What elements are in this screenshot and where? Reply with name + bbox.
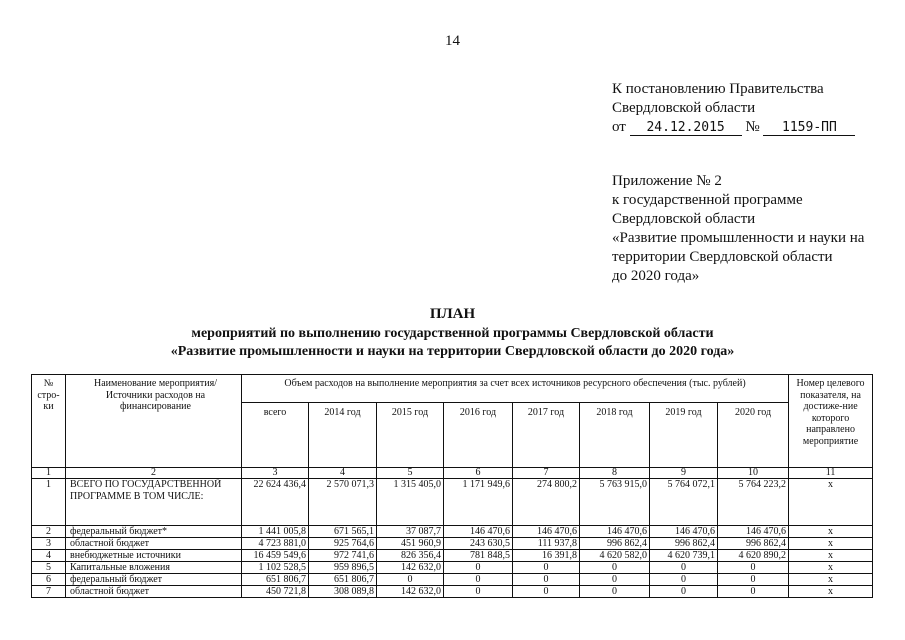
row-value: 0 bbox=[444, 574, 513, 586]
row-value: 0 bbox=[377, 574, 444, 586]
column-number: 8 bbox=[580, 468, 650, 479]
row-value: 16 459 549,6 bbox=[242, 550, 309, 562]
appendix-line-1: Приложение № 2 bbox=[612, 173, 722, 189]
column-number: 3 bbox=[242, 468, 309, 479]
row-value: 5 764 223,2 bbox=[718, 479, 789, 526]
appendix-line-5: территории Свердловской области bbox=[612, 249, 833, 265]
row-value: 4 620 582,0 bbox=[580, 550, 650, 562]
document-subtitle-2: «Развитие промышленности и науки на территории Свердловской области до 2020 года» bbox=[170, 344, 735, 359]
row-value: 0 bbox=[718, 586, 789, 598]
header-year-2015: 2015 год bbox=[377, 403, 444, 468]
row-value: 925 764,6 bbox=[309, 538, 377, 550]
row-value: 4 620 890,2 bbox=[718, 550, 789, 562]
header-year-2017: 2017 год bbox=[513, 403, 580, 468]
row-value: 243 630,5 bbox=[444, 538, 513, 550]
appendix-line-6: до 2020 года» bbox=[612, 268, 700, 284]
row-value: 146 470,6 bbox=[650, 526, 718, 538]
row-value: 0 bbox=[650, 586, 718, 598]
row-value: 0 bbox=[444, 562, 513, 574]
row-value: 1 171 949,6 bbox=[444, 479, 513, 526]
row-value: 0 bbox=[580, 574, 650, 586]
row-value: 972 741,6 bbox=[309, 550, 377, 562]
row-value: 0 bbox=[513, 586, 580, 598]
column-number: 5 bbox=[377, 468, 444, 479]
header-volume: Объем расходов на выполнение мероприятия за счет всех источников ресурсного обеспечения (тыс. рублей) bbox=[242, 375, 789, 403]
table-row bbox=[32, 562, 873, 574]
row-name: областной бюджет bbox=[66, 538, 242, 550]
row-value: 1 102 528,5 bbox=[242, 562, 309, 574]
row-target: x bbox=[789, 538, 873, 550]
decree-date: 24.12.2015 bbox=[630, 120, 742, 136]
row-number: 4 bbox=[32, 550, 66, 562]
decree-line-1: К постановлению Правительства bbox=[612, 81, 824, 97]
row-value: 671 565,1 bbox=[309, 526, 377, 538]
decree-line-2: Свердловской области bbox=[612, 100, 756, 116]
row-number: 6 bbox=[32, 574, 66, 586]
plan-table-body bbox=[32, 479, 873, 598]
row-number: 5 bbox=[32, 562, 66, 574]
row-value: 1 315 405,0 bbox=[377, 479, 444, 526]
row-target: x bbox=[789, 526, 873, 538]
table-row bbox=[32, 574, 873, 586]
row-value: 2 570 071,3 bbox=[309, 479, 377, 526]
row-value: 146 470,6 bbox=[580, 526, 650, 538]
appendix-line-3: Свердловской области bbox=[612, 211, 756, 227]
row-value: 4 620 739,1 bbox=[650, 550, 718, 562]
row-value: 0 bbox=[580, 562, 650, 574]
row-name: федеральный бюджет* bbox=[66, 526, 242, 538]
appendix-line-4: «Развитие промышленности и науки на bbox=[612, 230, 865, 246]
plan-table bbox=[31, 374, 873, 598]
row-name: Капитальные вложения bbox=[66, 562, 242, 574]
row-value: 0 bbox=[650, 562, 718, 574]
row-name: ВСЕГО ПО ГОСУДАРСТВЕННОЙ ПРОГРАММЕ В ТОМ ЧИСЛЕ: bbox=[66, 479, 242, 526]
row-value: 5 763 915,0 bbox=[580, 479, 650, 526]
row-value: 1 441 005,8 bbox=[242, 526, 309, 538]
row-target: x bbox=[789, 574, 873, 586]
row-value: 4 723 881,0 bbox=[242, 538, 309, 550]
column-number: 2 bbox=[66, 468, 242, 479]
row-number: 7 bbox=[32, 586, 66, 598]
column-number: 10 bbox=[718, 468, 789, 479]
row-target: x bbox=[789, 562, 873, 574]
row-value: 0 bbox=[718, 562, 789, 574]
row-name: внебюджетные источники bbox=[66, 550, 242, 562]
row-number: 3 bbox=[32, 538, 66, 550]
row-value: 996 862,4 bbox=[580, 538, 650, 550]
row-name: федеральный бюджет bbox=[66, 574, 242, 586]
column-number: 4 bbox=[309, 468, 377, 479]
decree-number-label: № bbox=[745, 119, 760, 135]
column-number: 7 bbox=[513, 468, 580, 479]
row-value: 826 356,4 bbox=[377, 550, 444, 562]
row-number: 2 bbox=[32, 526, 66, 538]
header-name: Наименование мероприятия/ Источники расходов на финансирование bbox=[66, 375, 242, 468]
row-value: 651 806,7 bbox=[309, 574, 377, 586]
row-value: 0 bbox=[718, 574, 789, 586]
header-year-2016: 2016 год bbox=[444, 403, 513, 468]
row-value: 450 721,8 bbox=[242, 586, 309, 598]
row-value: 142 632,0 bbox=[377, 562, 444, 574]
row-value: 0 bbox=[580, 586, 650, 598]
column-number: 1 bbox=[32, 468, 66, 479]
table-row bbox=[32, 479, 873, 526]
row-value: 651 806,7 bbox=[242, 574, 309, 586]
header-year-2020: 2020 год bbox=[718, 403, 789, 468]
header-year-total: всего bbox=[242, 403, 309, 468]
row-value: 37 087,7 bbox=[377, 526, 444, 538]
row-value: 146 470,6 bbox=[718, 526, 789, 538]
row-value: 16 391,8 bbox=[513, 550, 580, 562]
table-row bbox=[32, 538, 873, 550]
page-number: 14 bbox=[445, 33, 460, 49]
row-target: x bbox=[789, 586, 873, 598]
row-value: 0 bbox=[513, 562, 580, 574]
column-number: 6 bbox=[444, 468, 513, 479]
document-title: ПЛАН bbox=[429, 306, 476, 322]
row-value: 146 470,6 bbox=[444, 526, 513, 538]
row-target: x bbox=[789, 479, 873, 526]
row-value: 0 bbox=[650, 574, 718, 586]
column-number: 11 bbox=[789, 468, 873, 479]
row-value: 142 632,0 bbox=[377, 586, 444, 598]
column-number: 9 bbox=[650, 468, 718, 479]
row-value: 959 896,5 bbox=[309, 562, 377, 574]
column-numbers-row bbox=[32, 468, 873, 479]
header-year-2014: 2014 год bbox=[309, 403, 377, 468]
row-value: 111 937,8 bbox=[513, 538, 580, 550]
table-row bbox=[32, 550, 873, 562]
decree-date-number-line bbox=[612, 118, 855, 137]
decree-block bbox=[612, 80, 855, 137]
row-name: областной бюджет bbox=[66, 586, 242, 598]
row-value: 308 089,8 bbox=[309, 586, 377, 598]
header-year-2018: 2018 год bbox=[580, 403, 650, 468]
decree-number: 1159-ПП bbox=[763, 120, 855, 136]
row-value: 0 bbox=[513, 574, 580, 586]
row-value: 22 624 436,4 bbox=[242, 479, 309, 526]
row-value: 274 800,2 bbox=[513, 479, 580, 526]
header-row-number: № стро-ки bbox=[32, 375, 66, 468]
table-row bbox=[32, 586, 873, 598]
row-value: 996 862,4 bbox=[650, 538, 718, 550]
header-year-2019: 2019 год bbox=[650, 403, 718, 468]
header-target: Номер целевого показателя, на достиже-ние которого направлено мероприятие bbox=[789, 375, 873, 468]
appendix-line-2: к государственной программе bbox=[612, 192, 803, 208]
row-value: 996 862,4 bbox=[718, 538, 789, 550]
row-number: 1 bbox=[32, 479, 66, 526]
row-value: 0 bbox=[444, 586, 513, 598]
row-value: 781 848,5 bbox=[444, 550, 513, 562]
row-value: 5 764 072,1 bbox=[650, 479, 718, 526]
decree-from-label: от bbox=[612, 119, 626, 135]
table-row bbox=[32, 526, 873, 538]
appendix-block bbox=[612, 172, 864, 286]
document-subtitle-1: мероприятий по выполнению государственной программы Свердловской области bbox=[191, 326, 714, 341]
row-target: x bbox=[789, 550, 873, 562]
row-value: 146 470,6 bbox=[513, 526, 580, 538]
row-value: 451 960,9 bbox=[377, 538, 444, 550]
